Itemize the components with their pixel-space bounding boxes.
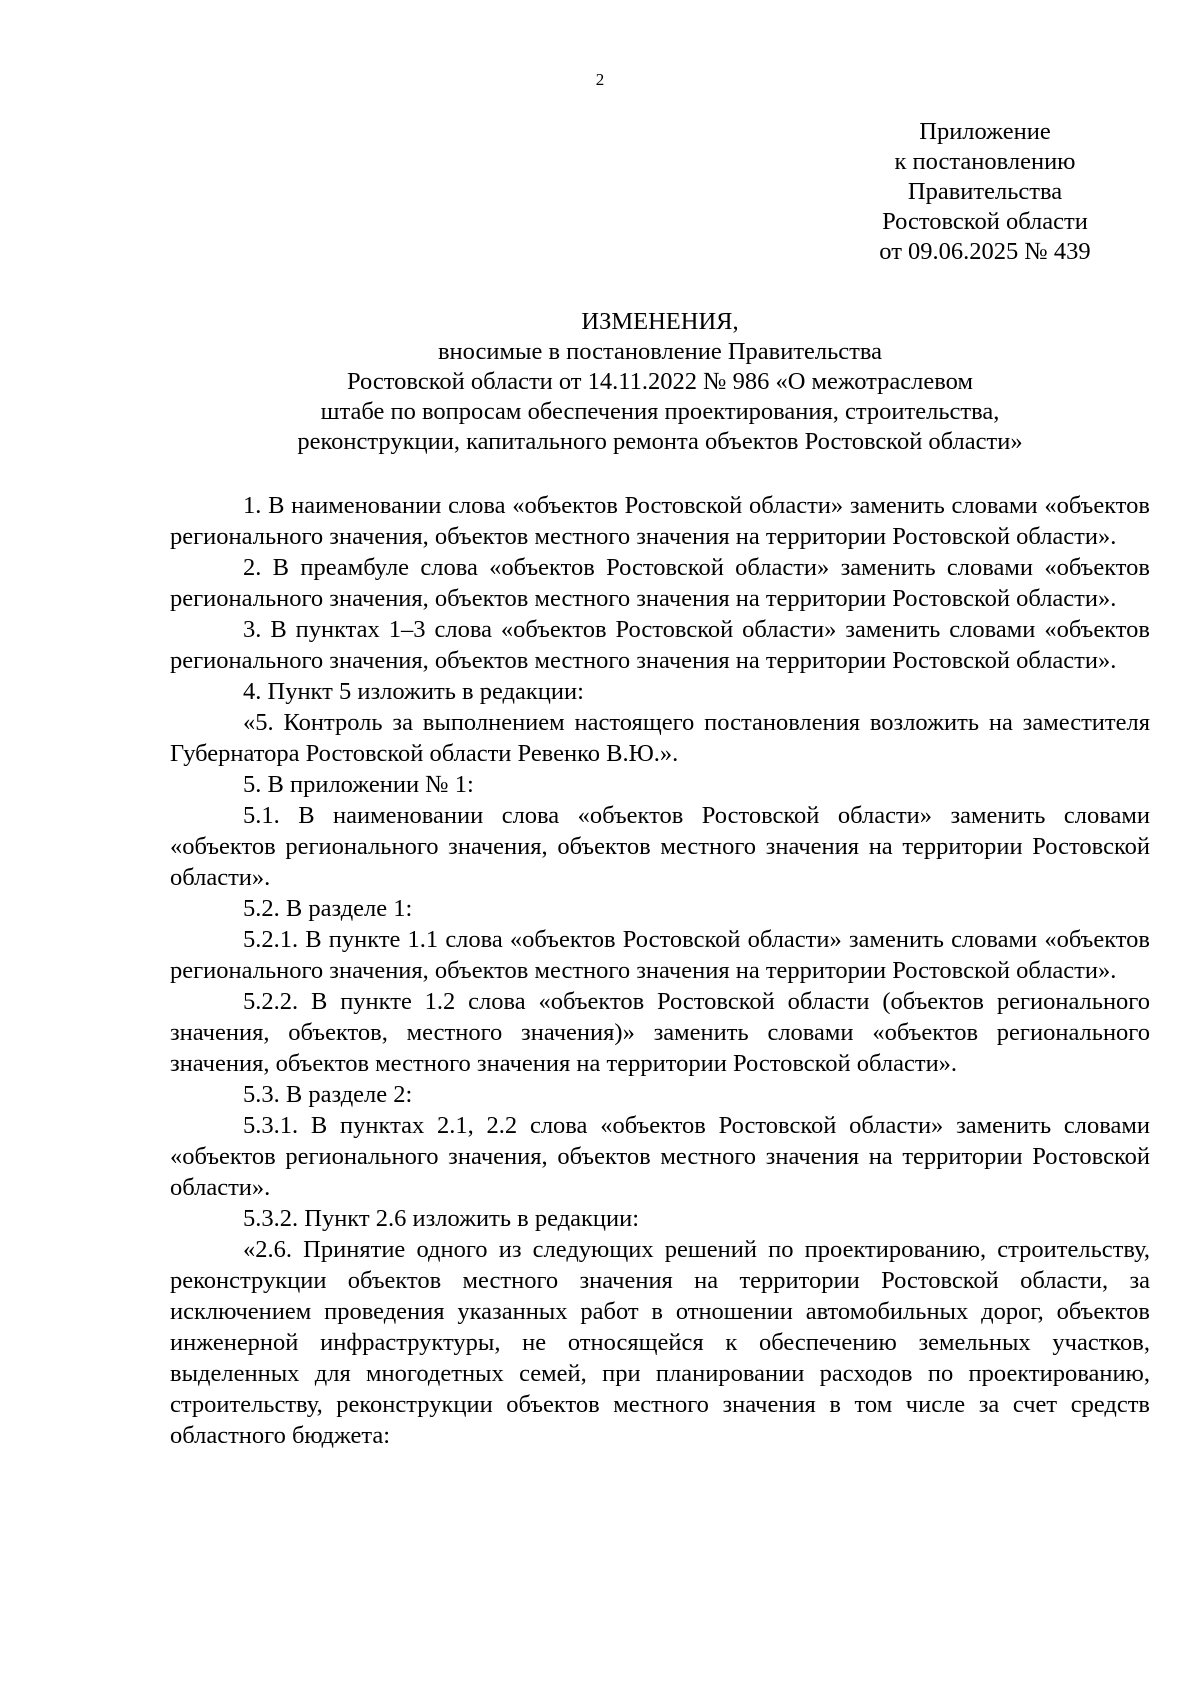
document-title — [170, 307, 1150, 457]
appendix-line: Правительства — [907, 178, 1063, 205]
page-number: 2 — [595, 70, 605, 89]
paragraph-2: 2. В преамбуле слова «объектов Ростовской области» заменить словами «объектов регионального значения, объектов местного значения на территории Ростовской области». — [170, 554, 1150, 612]
title-line: Ростовской области от 14.11.2022 № 986 «О межотраслевом — [347, 368, 973, 395]
paragraph-5-2-2: 5.2.2. В пункте 1.2 слова «объектов Ростовской области (объектов регионального значения, объектов, местного значения)» заменить словами «объектов регионального значения, объектов местного значения на территории Ростовской области». — [170, 988, 1150, 1077]
paragraph-5-3: 5.3. В разделе 2: — [243, 1081, 413, 1108]
paragraph-1: 1. В наименовании слова «объектов Ростовской области» заменить словами «объектов регионального значения, объектов местного значения на территории Ростовской области». — [170, 492, 1150, 550]
document-body — [170, 490, 1150, 1451]
paragraph-4-quote: «5. Контроль за выполнением настоящего постановления возложить на заместителя Губернатора Ростовской области Ревенко В.Ю.». — [170, 709, 1150, 767]
title-line: вносимые в постановление Правительства — [437, 338, 882, 365]
paragraph-5-2-1: 5.2.1. В пункте 1.1 слова «объектов Ростовской области» заменить словами «объектов регионального значения, объектов местного значения на территории Ростовской области». — [170, 926, 1150, 984]
appendix-block — [820, 117, 1150, 267]
paragraph-5: 5. В приложении № 1: — [243, 771, 474, 798]
paragraph-5-3-1: 5.3.1. В пунктах 2.1, 2.2 слова «объектов Ростовской области» заменить словами «объектов регионального значения, объектов местного значения на территории Ростовской области». — [170, 1112, 1150, 1201]
paragraph-3: 3. В пунктах 1–3 слова «объектов Ростовской области» заменить словами «объектов регионального значения, объектов местного значения на территории Ростовской области». — [170, 616, 1150, 674]
title-heading: ИЗМЕНЕНИЯ, — [581, 308, 739, 335]
title-line: штабе по вопросам обеспечения проектирования, строительства, — [320, 398, 1000, 425]
appendix-line: от 09.06.2025 № 439 — [879, 238, 1091, 265]
paragraph-5-1: 5.1. В наименовании слова «объектов Ростовской области» заменить словами «объектов регионального значения, объектов местного значения на территории Ростовской области». — [170, 802, 1150, 891]
appendix-line: к постановлению — [894, 148, 1076, 175]
paragraph-4: 4. Пункт 5 изложить в редакции: — [243, 678, 584, 705]
paragraph-2-6-quote: «2.6. Принятие одного из следующих решений по проектированию, строительству, реконструкции объектов местного значения на территории Ростовской области, за исключением проведения указанных работ в отношении автомобильных дорог, объектов инженерной инфраструктуры, не относящейся к обеспечению земельных участков, выделенных для многодетных семей, при планировании расходов по проектированию, строительству, реконструкции объектов местного значения в том числе за счет средств областного бюджета: — [170, 1236, 1150, 1449]
paragraph-5-3-2: 5.3.2. Пункт 2.6 изложить в редакции: — [243, 1205, 640, 1232]
appendix-line: Приложение — [919, 118, 1051, 145]
title-line: реконструкции, капитального ремонта объектов Ростовской области» — [297, 428, 1023, 455]
paragraph-5-2: 5.2. В разделе 1: — [243, 895, 413, 922]
appendix-line: Ростовской области — [882, 208, 1088, 235]
